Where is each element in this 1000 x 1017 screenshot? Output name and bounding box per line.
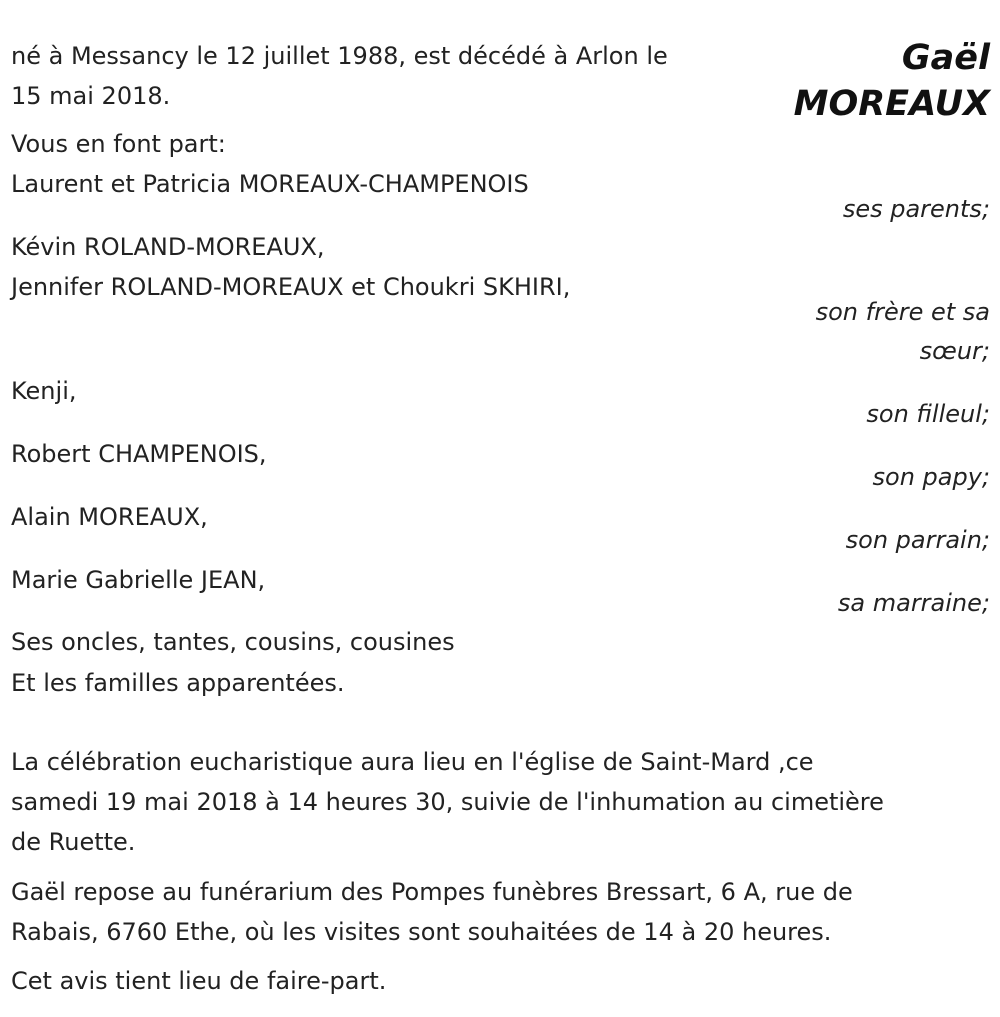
deceased-last-name: MOREAUX xyxy=(793,84,990,124)
family-godfather-relation: son parrain; xyxy=(845,526,990,554)
announcers-heading: Vous en font part: xyxy=(11,130,226,158)
intro-line-1: né à Messancy le 12 juillet 1988, est décédé à Arlon le xyxy=(11,42,668,70)
family-sibling-line-2: Jennifer ROLAND-MOREAUX et Choukri SKHIRI, xyxy=(11,273,571,301)
funerarium-line-1: Gaël repose au funérarium des Pompes funèbres Bressart, 6 A, rue de xyxy=(11,878,853,906)
family-grandfather-relation: son papy; xyxy=(872,463,990,491)
family-godfather-name: Alain MOREAUX, xyxy=(11,503,208,531)
family-godson-name: Kenji, xyxy=(11,377,77,405)
family-siblings-relation-line-1: son frère et sa xyxy=(815,298,990,326)
ceremony-line-1: La célébration eucharistique aura lieu en l'église de Saint-Mard ,ce xyxy=(11,748,814,776)
family-siblings-relation-line-2: sœur; xyxy=(919,337,990,365)
funerarium-line-2: Rabais, 6760 Ethe, où les visites sont souhaitées de 14 à 20 heures. xyxy=(11,918,832,946)
family-godson-relation: son filleul; xyxy=(866,400,990,428)
family-sibling-line-1: Kévin ROLAND-MOREAUX, xyxy=(11,233,325,261)
family-parents-names: Laurent et Patricia MOREAUX-CHAMPENOIS xyxy=(11,170,529,198)
ceremony-line-2: samedi 19 mai 2018 à 14 heures 30, suivie de l'inhumation au cimetière xyxy=(11,788,884,816)
family-parents-relation: ses parents; xyxy=(842,195,990,223)
family-grandfather-name: Robert CHAMPENOIS, xyxy=(11,440,267,468)
family-godmother-name: Marie Gabrielle JEAN, xyxy=(11,566,266,594)
closing-note: Cet avis tient lieu de faire-part. xyxy=(11,967,387,995)
extended-family-line-1: Ses oncles, tantes, cousins, cousines xyxy=(11,628,455,656)
family-godmother-relation: sa marraine; xyxy=(837,589,990,617)
extended-family-line-2: Et les familles apparentées. xyxy=(11,669,345,697)
deceased-first-name: Gaël xyxy=(901,38,990,78)
intro-line-2: 15 mai 2018. xyxy=(11,82,171,110)
ceremony-line-3: de Ruette. xyxy=(11,828,136,856)
